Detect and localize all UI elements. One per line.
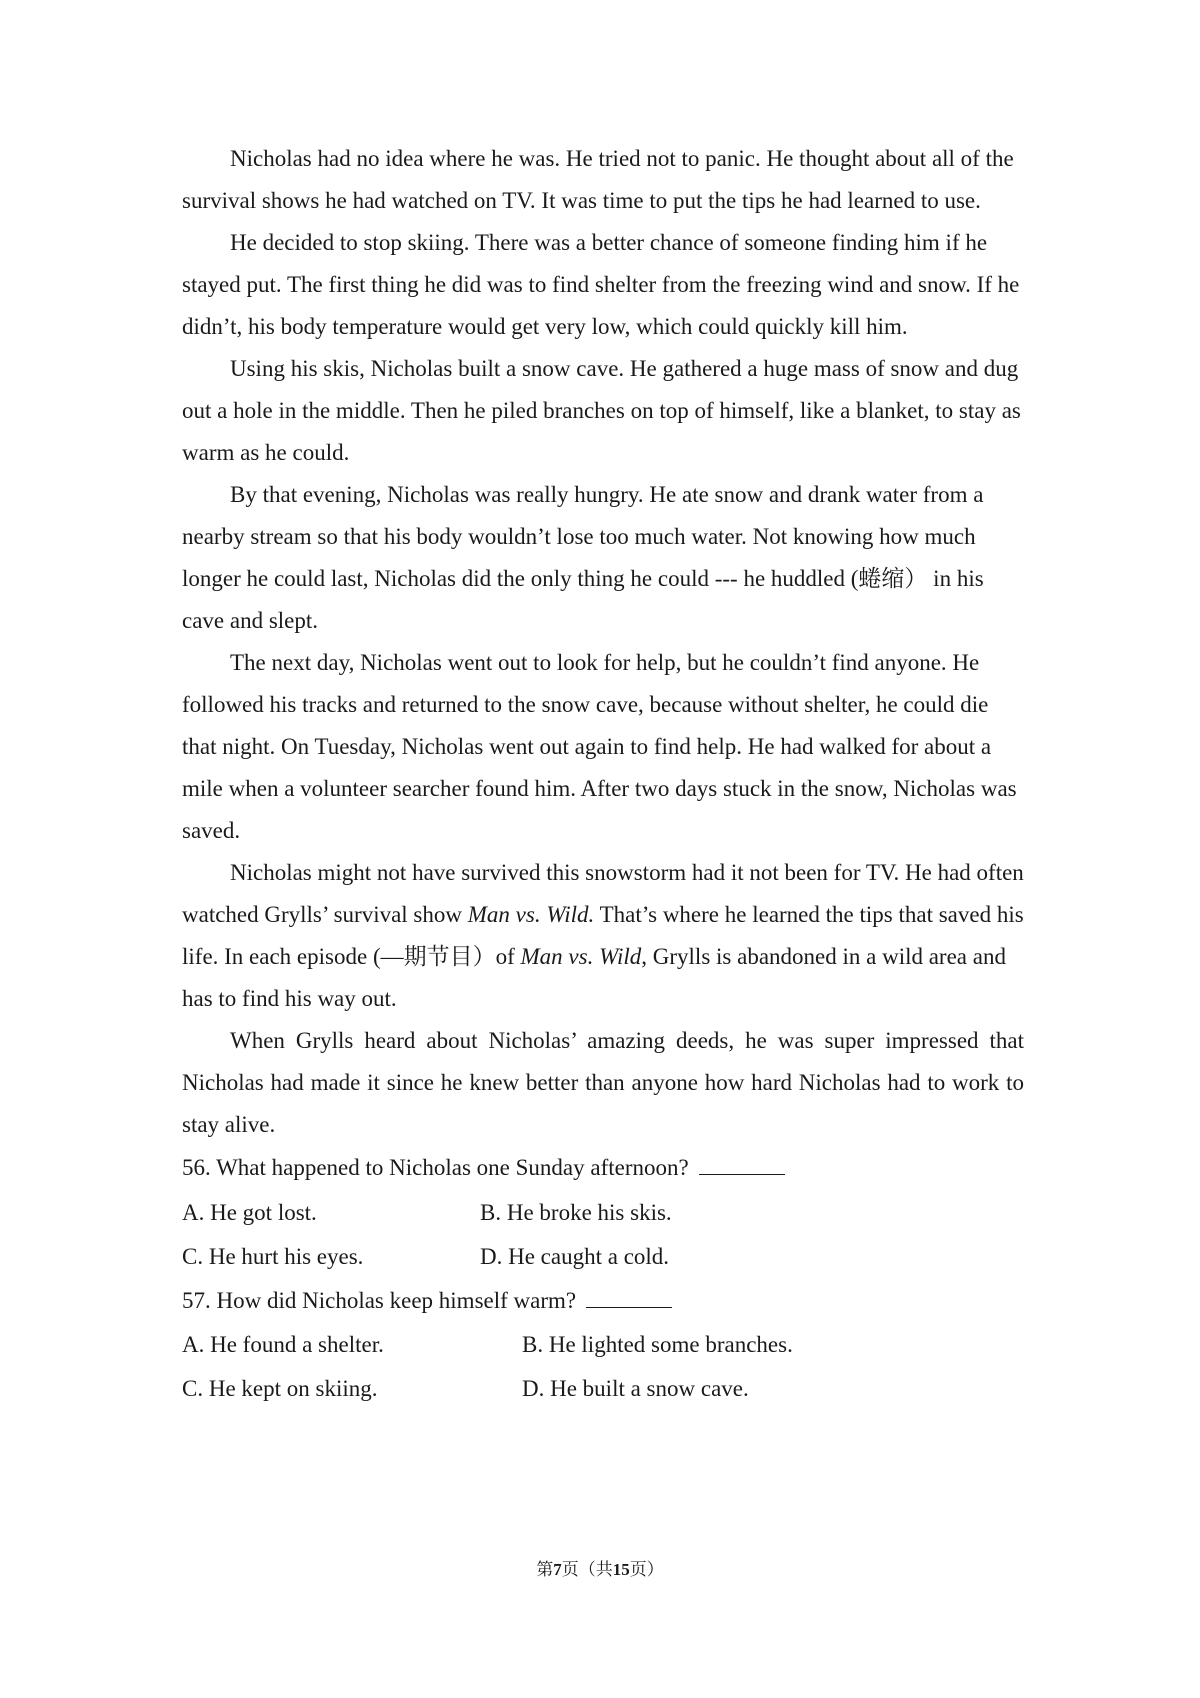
passage-paragraph-5: The next day, Nicholas went out to look for help, but he couldn’t find anyone. He followed his tracks and returned to the snow cave, because without shelter, he could die that night. On Tuesday, Nicholas went out again to find help. He had walked for about a mile when a volunteer searcher found him. After two days stuck in the snow, Nicholas was saved. bbox=[182, 650, 1017, 843]
passage-paragraph-4: By that evening, Nicholas was really hungry. He ate snow and drank water from a nearby stream so that his body wouldn’t lose too much water. Not knowing how much longer he could last, Nicholas did the only thing he could --- he huddled (蜷缩） in his cave and slept. bbox=[182, 482, 984, 633]
answer-blank[interactable] bbox=[699, 1154, 785, 1175]
passage-paragraph-2: He decided to stop skiing. There was a better chance of someone finding him if he stayed put. The first thing he did was to find shelter from the freezing wind and snow. If he didn’t, his body temperature would get very low, which could quickly kill him. bbox=[182, 230, 1020, 339]
footer-mid: 页（共 bbox=[561, 1560, 613, 1579]
show-title: Man vs. Wild. bbox=[467, 902, 595, 927]
option-a: A. He found a shelter. bbox=[182, 1332, 384, 1357]
question-56 bbox=[182, 1153, 785, 1183]
page-footer bbox=[0, 1558, 1200, 1582]
page-number: 7 bbox=[553, 1560, 562, 1579]
answer-blank[interactable] bbox=[586, 1287, 672, 1308]
footer-prefix: 第 bbox=[536, 1560, 554, 1579]
option-b: B. He broke his skis. bbox=[480, 1200, 672, 1225]
passage-paragraph-6 bbox=[182, 852, 1024, 1020]
passage-paragraph-1: Nicholas had no idea where he was. He tried not to panic. He thought about all of the survival shows he had watched on TV. It was time to put the tips he had learned to use. bbox=[182, 146, 1014, 213]
option-c: C. He kept on skiing. bbox=[182, 1376, 378, 1401]
total-pages: 15 bbox=[612, 1560, 630, 1579]
option-d: D. He built a snow cave. bbox=[522, 1376, 749, 1401]
footer-suffix: 页） bbox=[629, 1560, 664, 1579]
show-title: Man vs. Wild bbox=[520, 944, 642, 969]
option-d: D. He caught a cold. bbox=[480, 1244, 670, 1269]
question-57 bbox=[182, 1286, 672, 1316]
passage-paragraph-3: Using his skis, Nicholas built a snow cave. He gathered a huge mass of snow and dug out a hole in the middle. Then he piled branches on top of himself, like a blanket, to stay as warm as he could. bbox=[182, 356, 1021, 465]
option-b: B. He lighted some branches. bbox=[522, 1332, 793, 1357]
option-a: A. He got lost. bbox=[182, 1200, 317, 1225]
paragraph-6-part-3: , Grylls is abandoned in a wild area and has to find his way out. bbox=[182, 944, 1006, 1011]
option-c: C. He hurt his eyes. bbox=[182, 1244, 364, 1269]
paragraph-6-part-1: Nicholas might not have survived this snowstorm had it not been for TV. He had often watched Grylls’ survival show bbox=[182, 860, 1024, 927]
paragraph-6-part-2: That’s where he learned the tips that saved his life. In each episode (—期节目）of bbox=[182, 902, 1024, 969]
reading-passage bbox=[182, 138, 1024, 1146]
passage-paragraph-7: When Grylls heard about Nicholas’ amazing deeds, he was super impressed that Nicholas had made it since he knew better than anyone how hard Nicholas had to work to stay alive. bbox=[182, 1028, 1024, 1137]
question-stem: 57. How did Nicholas keep himself warm? bbox=[182, 1288, 577, 1313]
question-stem: 56. What happened to Nicholas one Sunday afternoon? bbox=[182, 1155, 689, 1180]
